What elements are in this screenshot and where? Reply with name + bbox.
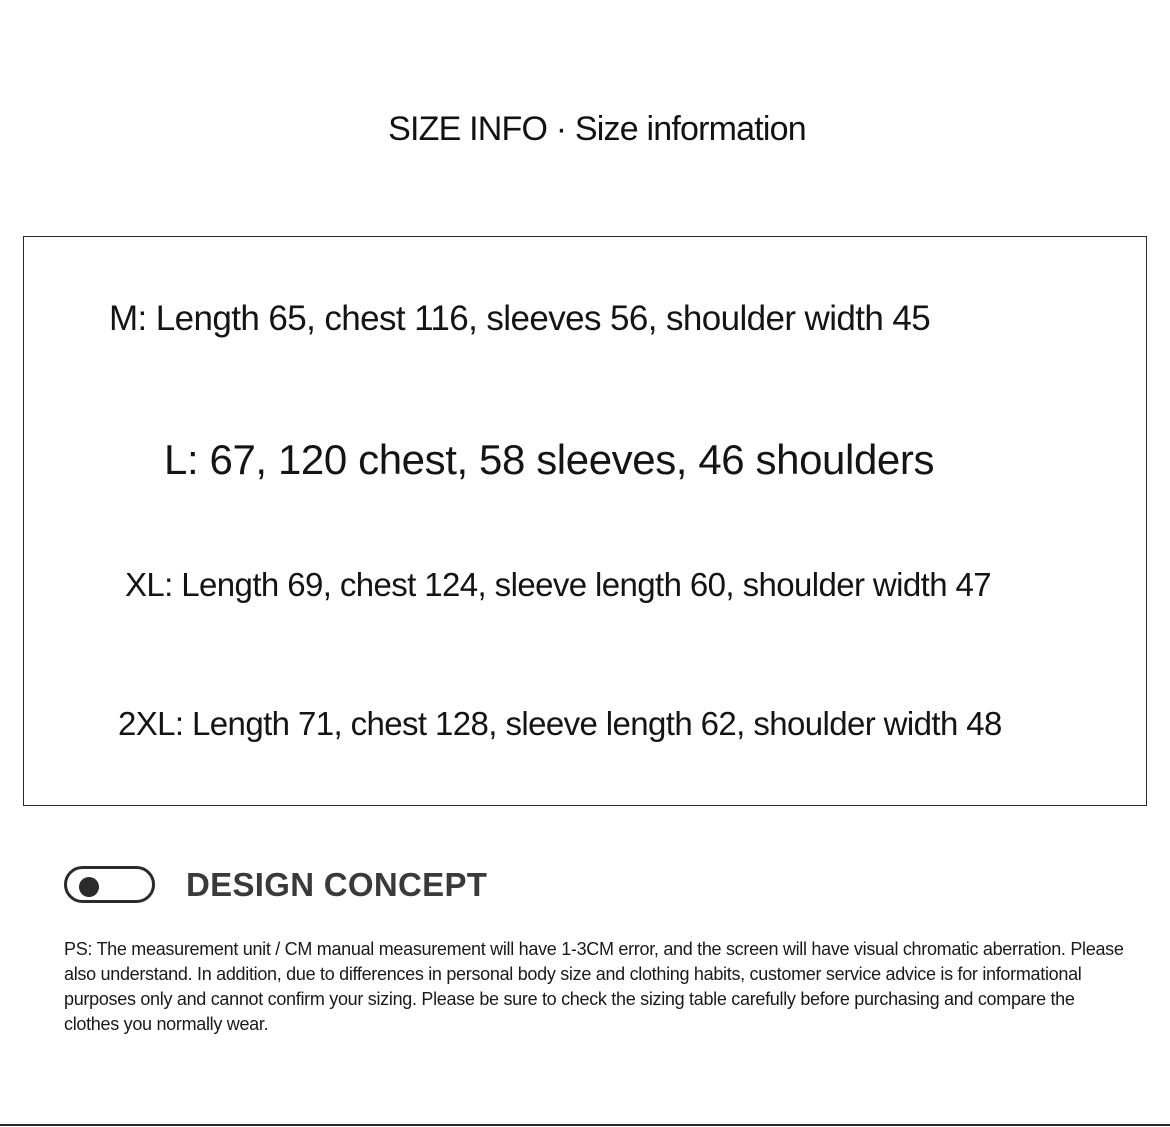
page-title: SIZE INFO · Size information: [388, 110, 806, 148]
divider: [0, 1124, 1170, 1126]
size-row-xl: XL: Length 69, chest 124, sleeve length 60, shoulder width 47: [125, 566, 992, 603]
size-table: [23, 236, 1147, 806]
size-row-m: M: Length 65, chest 116, sleeves 56, shoulder width 45: [109, 299, 931, 338]
toggle-knob: [79, 877, 99, 897]
size-row-l: L: 67, 120 chest, 58 sleeves, 46 shoulders: [164, 436, 935, 483]
toggle-icon: [64, 866, 155, 903]
section-heading: DESIGN CONCEPT: [186, 866, 488, 903]
size-row-2xl: 2XL: Length 71, chest 128, sleeve length 62, shoulder width 48: [118, 705, 1002, 742]
disclaimer-text: PS: The measurement unit / CM manual measurement will have 1-3CM error, and the screen will have visual chromatic aberration. Please also understand. In addition, due to differences in personal body size and clothing habits, customer service advice is for informational purposes only and cannot confirm your sizing. Please be sure to check the sizing table carefully before purchasing and compare the clothes you normally wear.: [64, 939, 1124, 1034]
